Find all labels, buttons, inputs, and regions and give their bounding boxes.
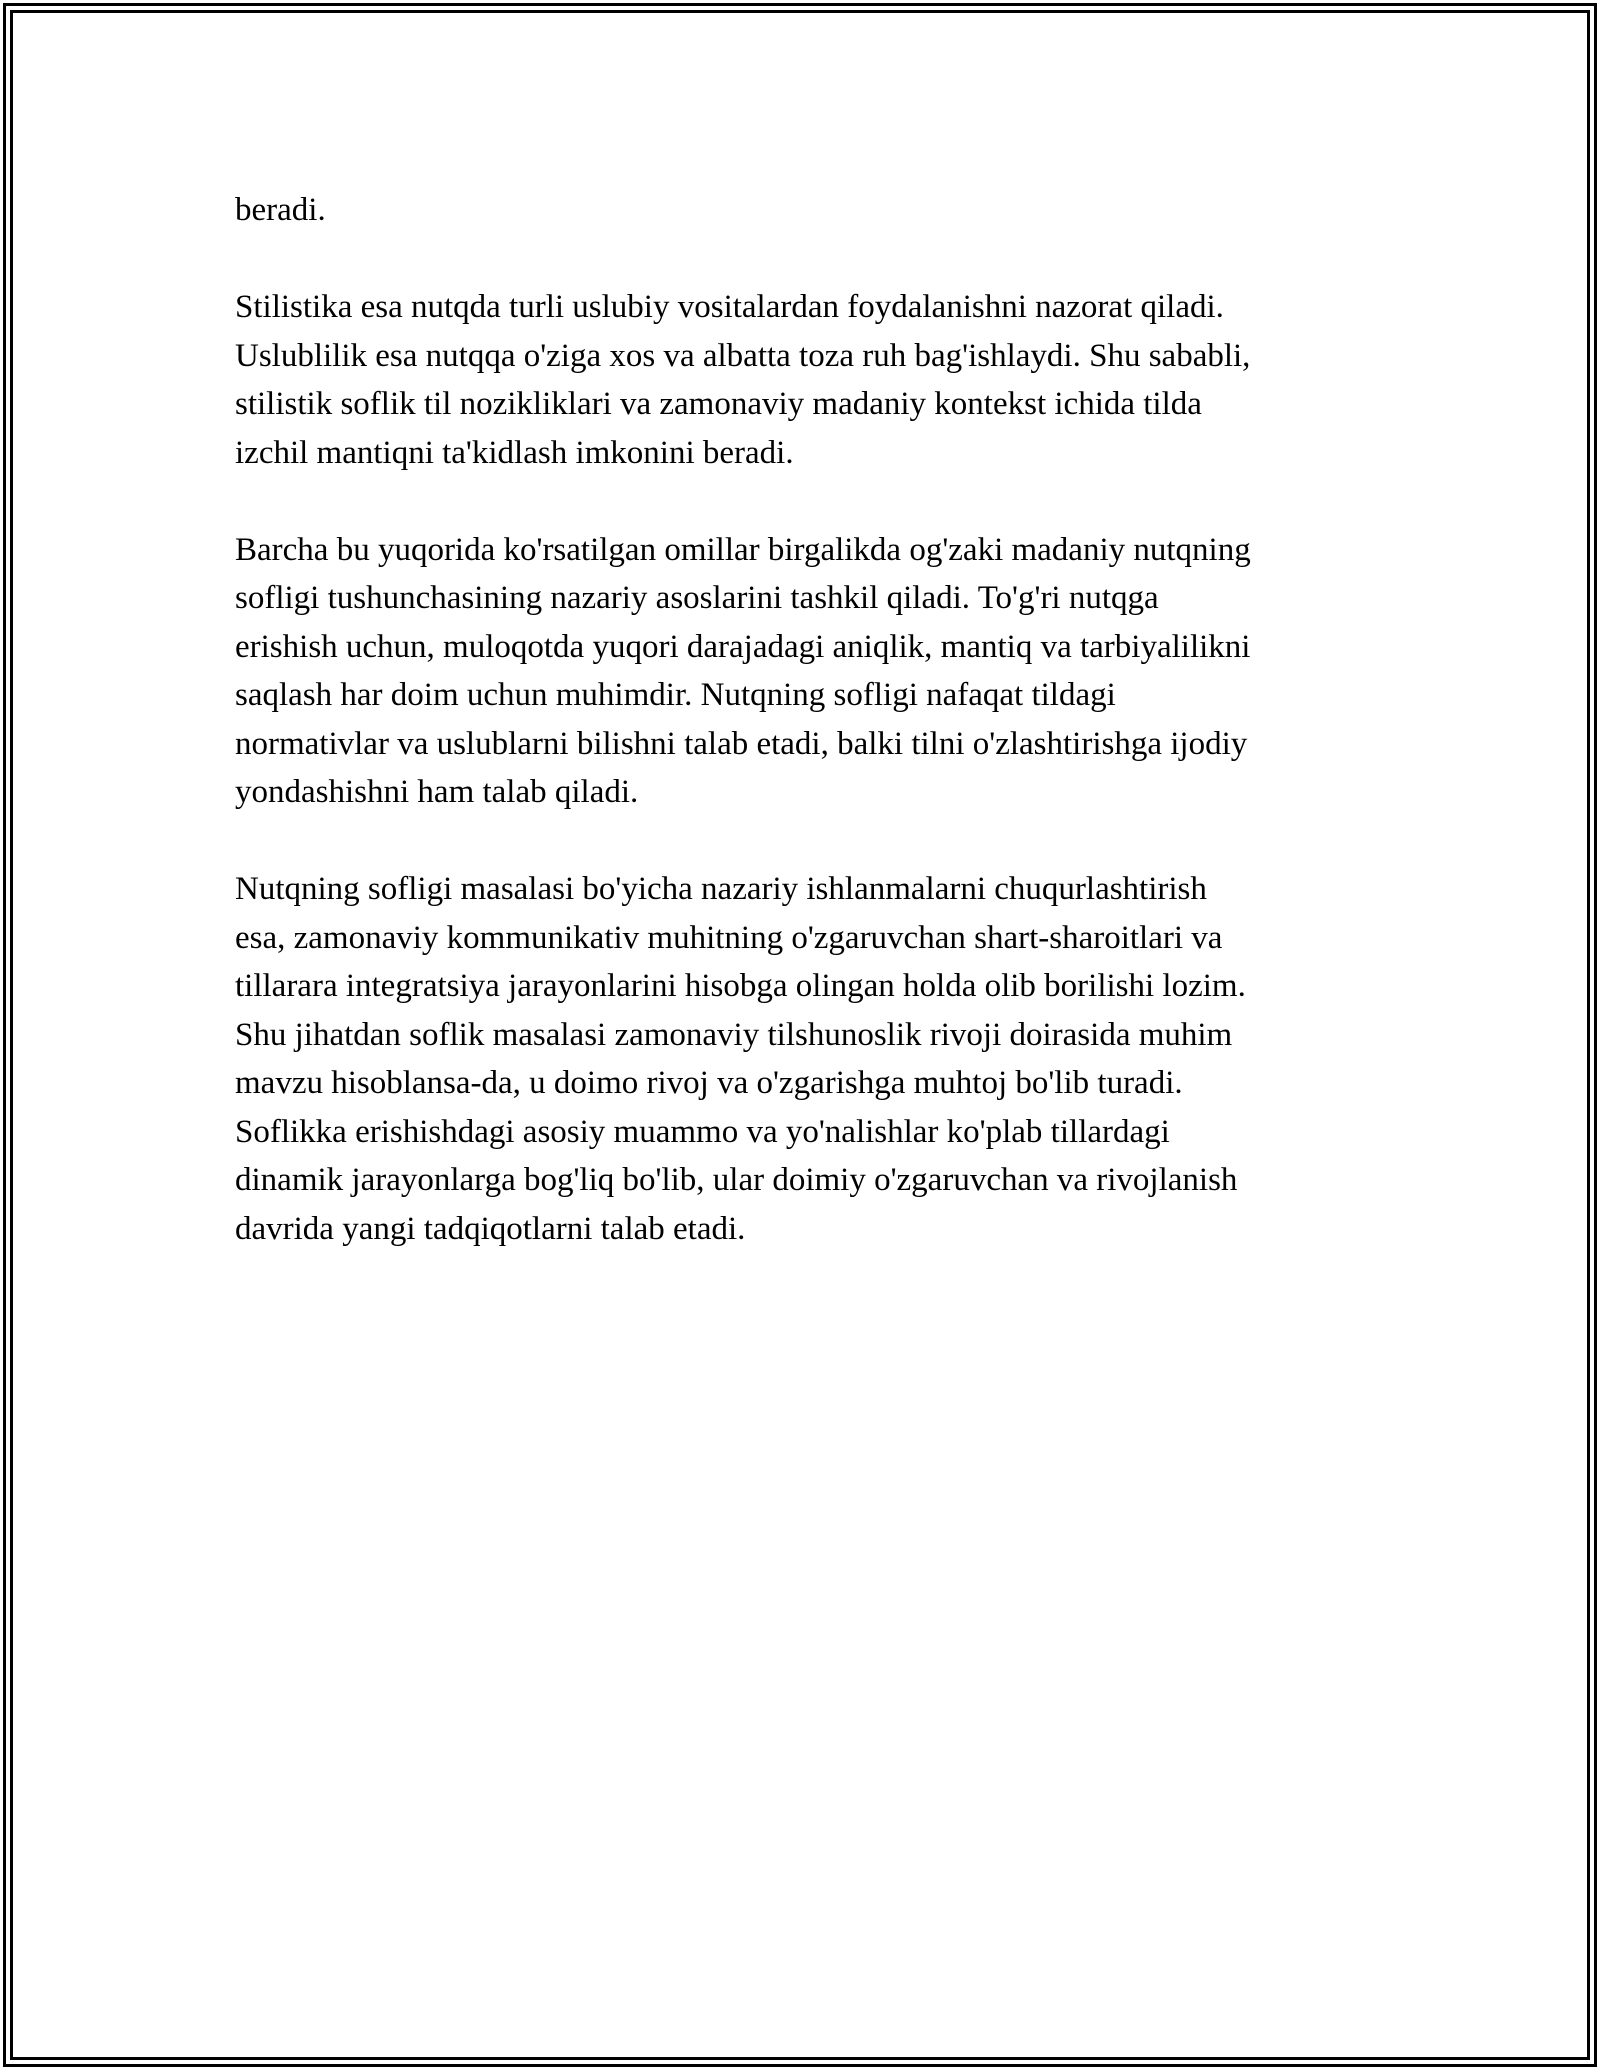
paragraph-theory-development: Nutqning sofligi masalasi bo'yicha nazariy ishlanmalarni chuqurlashtirish esa, zamonaviy kommunikativ muhitning o'zgaruvchan shart-sharoitlari va tillarara integratsiya jarayonlarini hisobga olingan holda olib borilishi lozim. Shu jihatdan soflik masalasi zamonaviy tilshunoslik rivoji doirasida muhim mavzu hisoblansa-da, u doimo rivoj va o'zgarishga muhtoj bo'lib turadi. Soflikka erishishdagi asosiy muammo va yo'nalishlar ko'plab tillardagi dinamik jarayonlarga bog'liq bo'lib, ular doimiy o'zgaruvchan va rivojlanish davrida yangi tadqiqotlarni talab etadi. — [235, 871, 1246, 1247]
paragraph-factors: Barcha bu yuqorida ko'rsatilgan omillar birgalikda og'zaki madaniy nutqning sofligi tushunchasining nazariy asoslarini tashkil qiladi. To'g'ri nutqga erishish uchun, muloqotda yuqori darajadagi aniqlik, mantiq va tarbiyalilikni saqlash har doim uchun muhimdir. Nutqning sofligi nafaqat tildagi normativlar va uslublarni bilishni talab etadi, balki tilni o'zlashtirishga ijodiy yondashishni ham talab qiladi. — [235, 531, 1251, 810]
document-body — [235, 186, 1375, 1302]
paragraph-stylistics: Stilistika esa nutqda turli uslubiy vositalardan foydalanishni nazorat qiladi. Uslublilik esa nutqqa o'ziga xos va albatta toza ruh bag'ishlaydi. Shu sababli, stilistik soflik til nozikliklari va zamonaviy madaniy kontekst ichida tilda izchil mantiqni ta'kidlash imkonini beradi. — [235, 289, 1251, 471]
paragraph-continuation: beradi. — [235, 192, 326, 228]
